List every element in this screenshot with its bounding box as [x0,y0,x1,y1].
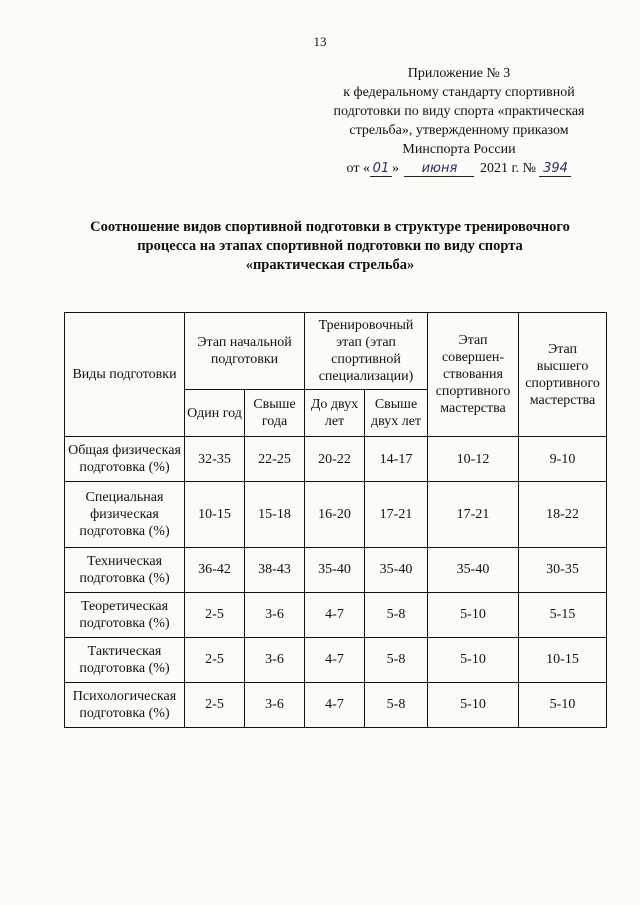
table-cell: 3-6 [245,637,305,682]
header-kinds: Виды подготовки [65,313,185,437]
row-label: Общая физическая подготовка (%) [65,437,185,482]
table-cell: 15-18 [245,482,305,548]
header-initial-sub-1: Один год [185,390,245,437]
table-cell: 2-5 [185,592,245,637]
appendix-line-1: Приложение № 3 [407,66,511,81]
header-training-stage: Тренировочный этап (этап спортивной специализации) [305,313,428,390]
table-cell: 14-17 [365,437,428,482]
order-line [300,159,618,178]
table-cell: 4-7 [305,637,365,682]
table-cell: 30-35 [519,547,607,592]
order-prefix: от « [346,161,370,176]
table-cell: 10-15 [185,482,245,548]
table-cell: 2-5 [185,682,245,727]
appendix-block [300,64,618,178]
appendix-line-2: к федеральному стандарту спортивной [343,85,575,100]
row-label: Тактическая подготовка (%) [65,637,185,682]
table-cell: 5-8 [365,682,428,727]
table-cell: 5-10 [428,637,519,682]
table-cell: 5-15 [519,592,607,637]
table-row [65,592,607,637]
appendix-line-3: подготовки по виду спорта «практическая [333,104,585,119]
training-ratio-table [64,312,607,728]
table-cell: 5-8 [365,637,428,682]
document-title [60,218,600,275]
header-training-sub-1: До двух лет [305,390,365,437]
table-cell: 38-43 [245,547,305,592]
header-improvement-stage: Этап совершен-ствования спортивного мастерства [428,313,519,437]
order-quote-close: » [391,161,399,176]
order-number-handwritten: 394 [539,161,571,177]
table-cell: 17-21 [428,482,519,548]
table-cell: 4-7 [305,592,365,637]
header-highest-stage: Этап высшего спортивного мастерства [519,313,607,437]
table-cell: 18-22 [519,482,607,548]
table-cell: 16-20 [305,482,365,548]
table-row [65,682,607,727]
appendix-line-4: стрельба», утвержденному приказом [349,123,569,138]
page-number: 13 [313,34,327,49]
table-cell: 17-21 [365,482,428,548]
table-row [65,547,607,592]
table-row [65,482,607,548]
header-training-sub-2: Свыше двух лет [365,390,428,437]
order-year: 2021 г. № [479,161,536,176]
table-cell: 5-10 [428,592,519,637]
order-month-handwritten: июня [404,161,474,177]
table-cell: 35-40 [305,547,365,592]
row-label: Техническая подготовка (%) [65,547,185,592]
title-line-3: «практическая стрельба» [245,257,415,273]
table-cell: 5-8 [365,592,428,637]
table-cell: 35-40 [365,547,428,592]
table-cell: 20-22 [305,437,365,482]
table-cell: 36-42 [185,547,245,592]
row-label: Психологическая подготовка (%) [65,682,185,727]
table-cell: 5-10 [519,682,607,727]
title-line-2: процесса на этапах спортивной подготовки по виду спорта [137,238,523,254]
table-cell: 35-40 [428,547,519,592]
appendix-line-5: Минспорта России [402,142,516,157]
row-label: Теоретическая подготовка (%) [65,592,185,637]
row-label: Специальная физическая подготовка (%) [65,482,185,548]
table-cell: 32-35 [185,437,245,482]
table-cell: 22-25 [245,437,305,482]
table-cell: 2-5 [185,637,245,682]
header-initial-sub-2: Свыше года [245,390,305,437]
table-cell: 4-7 [305,682,365,727]
table-cell: 9-10 [519,437,607,482]
order-day-handwritten: 01 [370,161,392,177]
table-cell: 3-6 [245,592,305,637]
header-initial-stage: Этап начальной подготовки [185,313,305,390]
table-cell: 3-6 [245,682,305,727]
table-cell: 10-12 [428,437,519,482]
table-cell: 10-15 [519,637,607,682]
table-cell: 5-10 [428,682,519,727]
title-line-1: Соотношение видов спортивной подготовки в структуре тренировочного [90,219,570,235]
table-row [65,637,607,682]
table-row [65,437,607,482]
